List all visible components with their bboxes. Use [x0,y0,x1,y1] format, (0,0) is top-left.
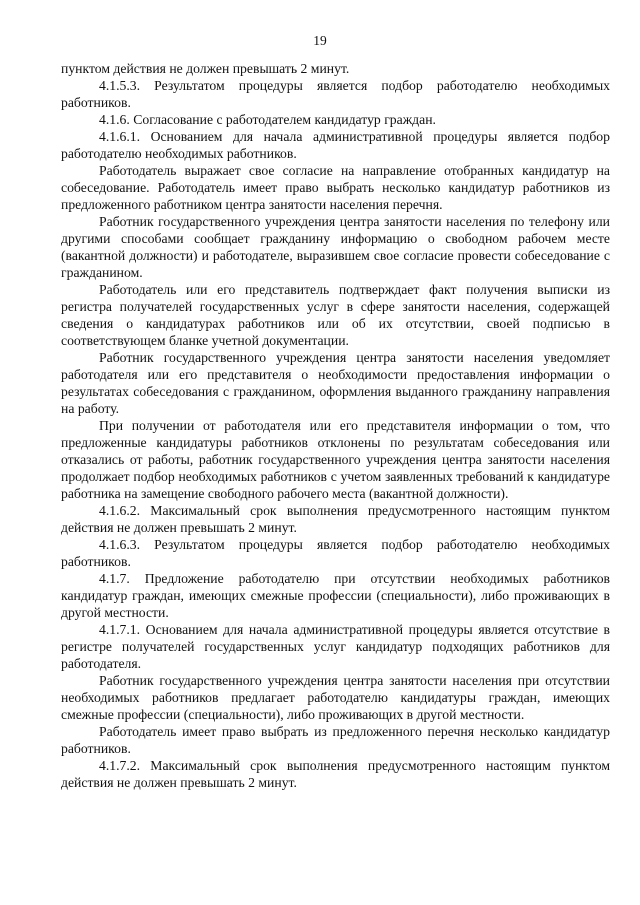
paragraph-4-1-6-heading: 4.1.6. Согласование с работодателем кандидатур граждан. [99,112,436,127]
paragraph-4-1-7-1: 4.1.7.1. Основанием для начала административной процедуры является отсутствие в регистре получателей государственных услуг кандидатур подходящих работников для работодателя. [61,622,610,671]
paragraph-employer-consent: Работодатель выражает свое согласие на направление отобранных кандидатур на собеседование. Работодатель имеет право выбрать несколько кандидатур работников из предложенного работником центра занятости населения перечня. [61,163,610,212]
paragraph-continuation: пунктом действия не должен превышать 2 минут. [61,61,350,76]
paragraph-employer-confirms-receipt: Работодатель или его представитель подтверждает факт получения выписки из регистра получателей государственных услуг в сфере занятости населения, содержащей сведения о кандидатурах работников или об их отсутствии, своей подписью в соответствующем бланке учетной документации. [61,282,610,348]
paragraph-4-1-6-3: 4.1.6.3. Результатом процедуры является подбор работодателю необходимых работников. [61,537,610,569]
paragraph-employee-notifies-employer: Работник государственного учреждения центра занятости населения уведомляет работодателя или его представителя о необходимости предоставления информации о результатах собеседования с гражданином, оформления выданного гражданину направления на работу. [61,350,610,416]
paragraph-4-1-6-2: 4.1.6.2. Максимальный срок выполнения предусмотренного настоящим пунктом действия не должен превышать 2 минут. [61,503,610,535]
page-number: 19 [313,33,327,48]
paragraph-4-1-6-1: 4.1.6.1. Основанием для начала административной процедуры является подбор работодателю необходимых работников. [61,129,610,161]
paragraph-4-1-7-2: 4.1.7.2. Максимальный срок выполнения предусмотренного настоящим пунктом действия не должен превышать 2 минут. [61,758,610,790]
paragraph-4-1-5-3: 4.1.5.3. Результатом процедуры является подбор работодателю необходимых работников. [61,78,610,110]
paragraph-employee-offers-candidates: Работник государственного учреждения центра занятости населения при отсутствии необходимых работников предлагает работодателю кандидатуры граждан, имеющих смежные профессии (специальности), либо проживающих в другой местности. [61,673,610,722]
paragraph-employer-may-choose: Работодатель имеет право выбрать из предложенного перечня несколько кандидатур работников. [61,724,610,756]
paragraph-candidates-rejected: При получении от работодателя или его представителя информации о том, что предложенные кандидатуры работников отклонены по результатам собеседования или отказались от работы, работник государственного учреждения центра занятости населения продолжает подбор необходимых работников с учетом заявленных требований к кандидатуре работника на замещение свободного рабочего места (вакантной должности). [61,418,610,501]
paragraph-4-1-7-heading: 4.1.7. Предложение работодателю при отсутствии необходимых работников кандидатур граждан, имеющих смежные профессии (специальности), либо проживающих в другой местности. [61,571,610,620]
paragraph-employee-informs-citizen: Работник государственного учреждения центра занятости населения по телефону или другими способами сообщает гражданину информацию о свободном рабочем месте (вакантной должности) и работодателе, выразившем свое согласие провести собеседование с гражданином. [61,214,610,280]
document-body [61,60,610,791]
